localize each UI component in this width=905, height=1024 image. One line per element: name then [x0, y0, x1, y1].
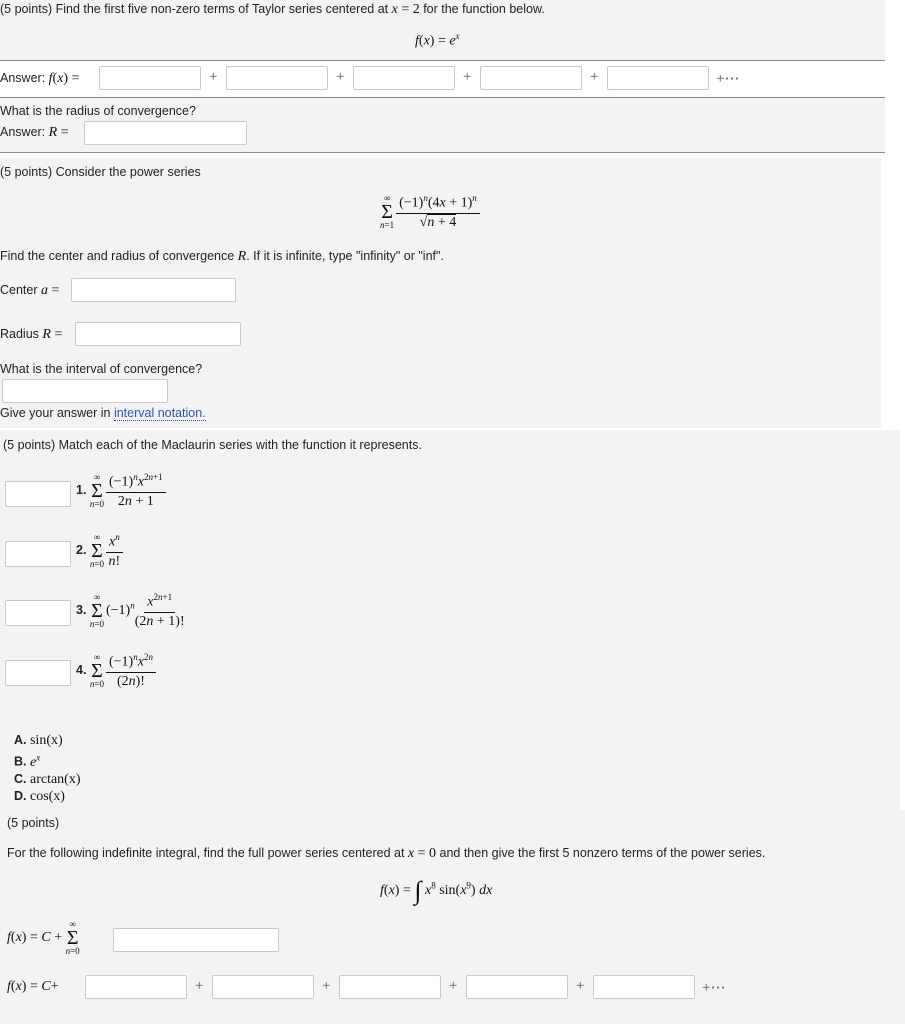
- q4-trailing: +⋯: [702, 980, 726, 996]
- q3-option-c-func: arctan(x): [29, 771, 81, 787]
- q1-plus-1: +: [209, 69, 218, 85]
- q4-term-5-input[interactable]: [593, 975, 695, 999]
- q4-plus-2: +: [322, 978, 331, 994]
- q1-radius-input[interactable]: [84, 121, 247, 145]
- q3-series-4-expr: ∞ Σ n=0 $\frac{(-1)^nx^{2n}}{(2n)!}$: [90, 663, 156, 678]
- q3-option-b: [14, 749, 81, 771]
- q2-prompt: (5 points) Consider the power series: [0, 165, 201, 179]
- q3-series-3-expr: ∞ Σ n=0 $(-1)^n$ $\frac{x^{2n+1}}{(2n + 1)!}$: [89, 591, 185, 629]
- q3-option-b-func: $e^x$: [29, 752, 41, 770]
- q3-prompt: (5 points) Match each of the Maclaurin series with the function it represents.: [3, 438, 422, 452]
- q3-option-d: [14, 788, 81, 805]
- q1-radius-question: What is the radius of convergence?: [0, 104, 196, 118]
- q1-divider-top: [0, 60, 885, 61]
- q2-radius-label: Radius R =: [0, 327, 63, 342]
- q3-option-a-func: sin(x): [29, 733, 63, 748]
- q1-plus-4: +: [590, 69, 599, 85]
- q3-option-a: [14, 732, 81, 749]
- q2-series: [380, 193, 480, 231]
- q3-series-2-expr: ∞ Σ n=0 $\frac{x^n}{n!}$: [90, 543, 123, 558]
- q3-option-d-func: cos(x): [29, 788, 65, 804]
- q1-divider-bottom: [0, 152, 885, 153]
- q1-plus-2: +: [336, 69, 345, 85]
- q1-term-3-input[interactable]: [353, 66, 455, 90]
- q1-term-4-input[interactable]: [480, 66, 582, 90]
- q2-interval-question: What is the interval of convergence?: [0, 362, 203, 376]
- q2-sigma: ∞ Σ n=1: [380, 192, 395, 230]
- q3-series-3-number: 3.: [76, 603, 87, 618]
- q4-series-input[interactable]: [113, 928, 279, 952]
- q3-series-3: [76, 592, 185, 630]
- q2-interval-input[interactable]: [2, 379, 168, 403]
- q3-option-c: [14, 771, 81, 788]
- q3-series-1-expr: ∞ Σ n=0 $\frac{(-1)^nx^{2n+1}}{2n + 1}$: [90, 483, 166, 498]
- q3-match-4-input[interactable]: [5, 660, 71, 686]
- q3-match-1-input[interactable]: [5, 481, 71, 507]
- q3-series-2: [76, 532, 123, 570]
- q3-series-2-number: 2.: [76, 543, 87, 558]
- q1-radius-label: Answer: R =: [0, 125, 69, 140]
- q4-plus-3: +: [449, 978, 458, 994]
- q1-function: $f(x) = e^x$: [415, 31, 460, 49]
- q3-series-4-number: 4.: [76, 663, 87, 678]
- q4-term-1-input[interactable]: [85, 975, 187, 999]
- q4-integral: f(x) = ∫ $x^8$ $\sin(x^9)$ dx: [380, 876, 493, 905]
- interval-notation-link[interactable]: interval notation.: [113, 406, 206, 420]
- q2-center-label: Center a =: [0, 283, 60, 298]
- q1-term-2-input[interactable]: [226, 66, 328, 90]
- q3-option-c-letter: C.: [14, 771, 27, 786]
- q3-option-d-letter: D.: [14, 788, 27, 803]
- q4-plus-4: +: [576, 978, 585, 994]
- q4-sigma: ∞ Σ n=0: [65, 919, 80, 956]
- q4-plus-1: +: [195, 978, 204, 994]
- q3-match-3-input[interactable]: [5, 600, 71, 626]
- q2-fraction: $\frac{(-1)^n(4x + 1)^n}{√n + 4}$: [396, 193, 480, 231]
- q1-prompt: [0, 2, 545, 18]
- q2-center-input[interactable]: [71, 278, 236, 302]
- q2-interval-hint-prefix: Give your answer in: [0, 406, 111, 420]
- q3-series-4: [76, 652, 156, 690]
- q3-option-a-letter: A.: [14, 733, 27, 747]
- q3-match-2-input[interactable]: [5, 541, 71, 567]
- q1-trailing: +⋯: [716, 71, 740, 87]
- q4-prompt: For the following indefinite integral, find the full power series centered at x = 0 and then give the first 5 nonzero terms of the power series.: [7, 846, 766, 861]
- q2-interval-hint: [0, 406, 206, 420]
- q3-options: [14, 732, 81, 805]
- q1-plus-3: +: [463, 69, 472, 85]
- q1-answer-label: Answer: f(x) =: [0, 71, 80, 86]
- q4-term-2-input[interactable]: [212, 975, 314, 999]
- q4-term-4-input[interactable]: [466, 975, 568, 999]
- q1-prompt-render: (5 points) Find the first five non-zero terms of Taylor series centered at x = 2 for the function below.: [0, 2, 545, 17]
- q2-radius-input[interactable]: [75, 322, 241, 346]
- q4-terms-label: f(x) = C+: [7, 979, 59, 994]
- q3-option-b-letter: B.: [14, 754, 27, 769]
- q3-series-1: [76, 472, 166, 510]
- q2-instruction: Find the center and radius of convergence R. If it is infinite, type "infinity" or "inf".: [0, 249, 444, 264]
- q1-term-1-input[interactable]: [99, 66, 201, 90]
- q4-term-3-input[interactable]: [339, 975, 441, 999]
- q3-series-1-number: 1.: [76, 483, 87, 498]
- q1-term-5-input[interactable]: [607, 66, 709, 90]
- q4-series-label: f(x) = C + ∞ Σ n=0: [7, 919, 80, 956]
- q4-points: (5 points): [7, 816, 60, 830]
